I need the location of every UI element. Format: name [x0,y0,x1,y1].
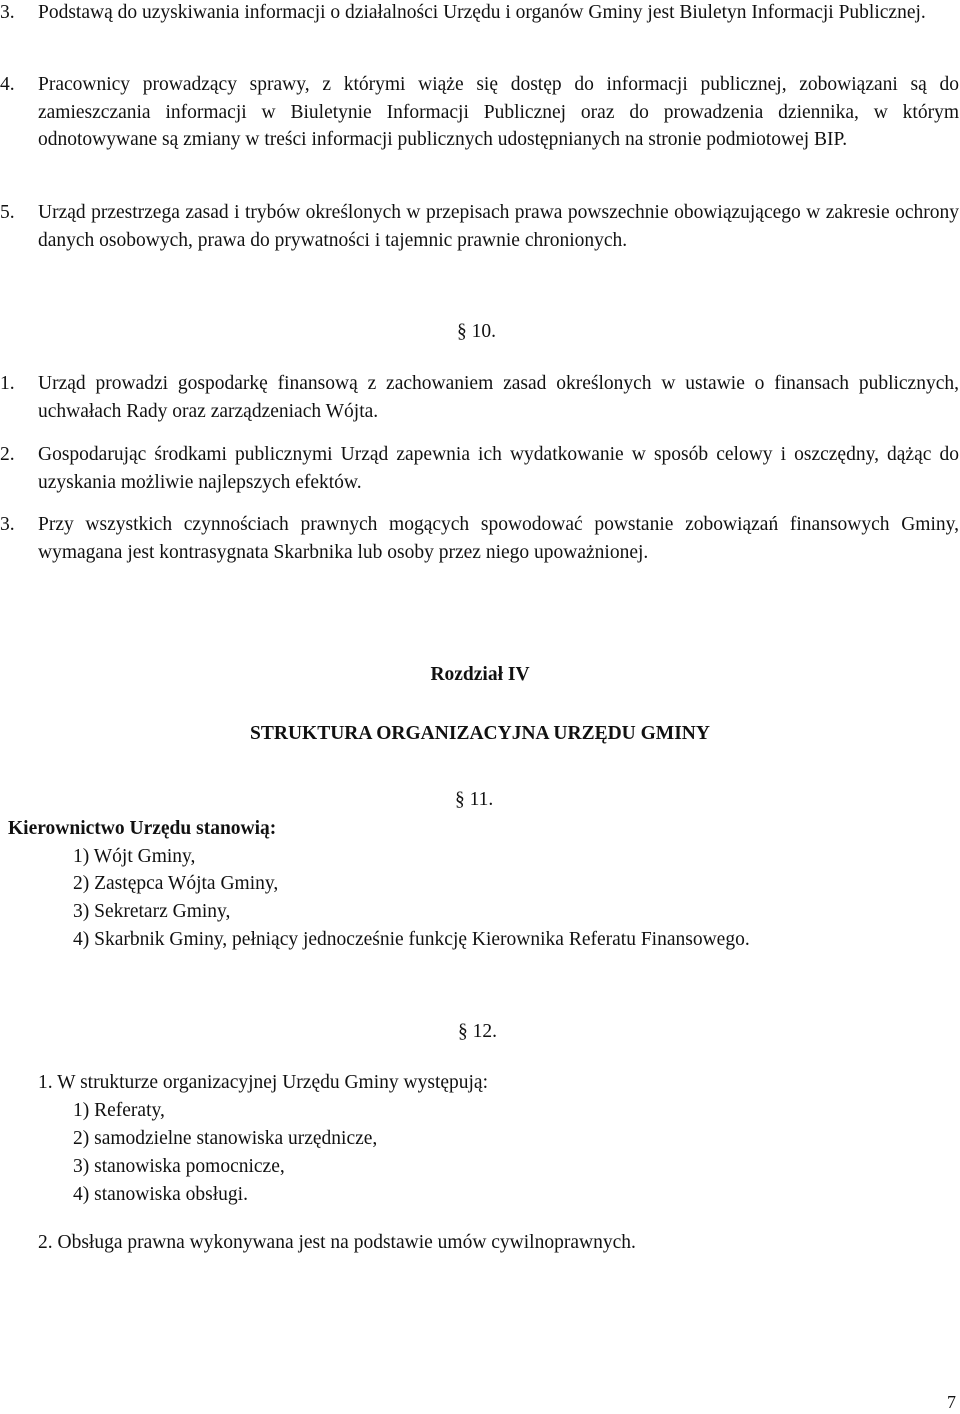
structure-subitem: 2) samodzielne stanowiska urzędnicze, [73,1128,378,1149]
page-number: 7 [947,1392,956,1412]
item-text: Urząd przestrzega zasad i trybów określonych w przepisach prawa powszechnie obowiązującego w zakresie ochrony danych osobowych, prawa do prywatności i tajemnic prawnie chronionych. [38,202,959,251]
structure-subitem: 1) Referaty, [73,1100,165,1121]
management-item: 1) Wójt Gminy, [73,846,196,867]
structure-subitem: 4) stanowiska obsługi. [73,1184,248,1205]
item-text: Pracownicy prowadzący sprawy, z którymi wiąże się dostęp do informacji publicznej, zobowiązani są do zamieszczania informacji w Biuletynie Informacji Publicznej oraz do prowadzenia dziennika, w którym odnotowywane są zmiany w treści informacji publicznych udostępnianych na stronie podmiotowej BIP. [38,74,959,150]
section-12-heading: § 12. [458,1021,497,1042]
management-item: 2) Zastępca Wójta Gminy, [73,873,279,894]
section-11-heading: § 11. [455,789,494,810]
paragraph-item-4: 4. Pracownicy prowadzący sprawy, z którymi wiąże się dostęp do informacji publicznej, zobowiązani są do zamieszczania informacji w Biuletynie Informacji Publicznej oraz do prowadzenia dziennika, w którym odnotowywane są zmiany w treści informacji publicznych udostępnianych na stronie podmiotowej BIP. [0,74,959,150]
section-10-item-3: 3. Przy wszystkich czynnościach prawnych mogących spowodować powstanie zobowiązań finansowych Gminy, wymagana jest kontrasygnata Skarbnika lub osoby przez niego upoważnionej. [0,514,959,563]
section-12-item-2: 2. Obsługa prawna wykonywana jest na podstawie umów cywilnoprawnych. [38,1232,636,1253]
item-text: Urząd prowadzi gospodarkę finansową z zachowaniem zasad określonych w ustawie o finansach publicznych, uchwałach Rady oraz zarządzeniach Wójta. [38,373,959,422]
item-text: Przy wszystkich czynnościach prawnych mogących spowodować powstanie zobowiązań finansowych Gminy, wymagana jest kontrasygnata Skarbnika lub osoby przez niego upoważnionej. [38,514,959,563]
management-lead: Kierownictwo Urzędu stanowią: [8,818,277,839]
section-10-heading: § 10. [457,321,496,342]
item-text: Gospodarując środkami publicznymi Urząd zapewnia ich wydatkowanie w sposób celowy i oszczędny, dążąc do uzyskania możliwie najlepszych efektów. [38,444,959,493]
management-item: 4) Skarbnik Gminy, pełniący jednocześnie funkcję Kierownika Referatu Finansowego. [73,929,750,950]
section-10-item-2: 2. Gospodarując środkami publicznymi Urząd zapewnia ich wydatkowanie w sposób celowy i oszczędny, dążąc do uzyskania możliwie najlepszych efektów. [0,444,959,493]
chapter-subtitle: STRUKTURA ORGANIZACYJNA URZĘDU GMINY [250,723,710,744]
section-12-item-1: 1. W strukturze organizacyjnej Urzędu Gminy występują: [38,1072,489,1093]
paragraph-item-3: 3. Podstawą do uzyskiwania informacji o działalności Urzędu i organów Gminy jest Biuletyn Informacji Publicznej. [0,2,926,23]
chapter-title: Rozdział IV [430,664,530,685]
section-10-item-1: 1. Urząd prowadzi gospodarkę finansową z zachowaniem zasad określonych w ustawie o finansach publicznych, uchwałach Rady oraz zarządzeniach Wójta. [0,373,959,422]
item-text: Podstawą do uzyskiwania informacji o działalności Urzędu i organów Gminy jest Biuletyn Informacji Publicznej. [38,2,926,23]
paragraph-item-5: 5. Urząd przestrzega zasad i trybów określonych w przepisach prawa powszechnie obowiązującego w zakresie ochrony danych osobowych, prawa do prywatności i tajemnic prawnie chronionych. [0,202,959,251]
management-item: 3) Sekretarz Gminy, [73,901,231,922]
structure-subitem: 3) stanowiska pomocnicze, [73,1156,285,1177]
